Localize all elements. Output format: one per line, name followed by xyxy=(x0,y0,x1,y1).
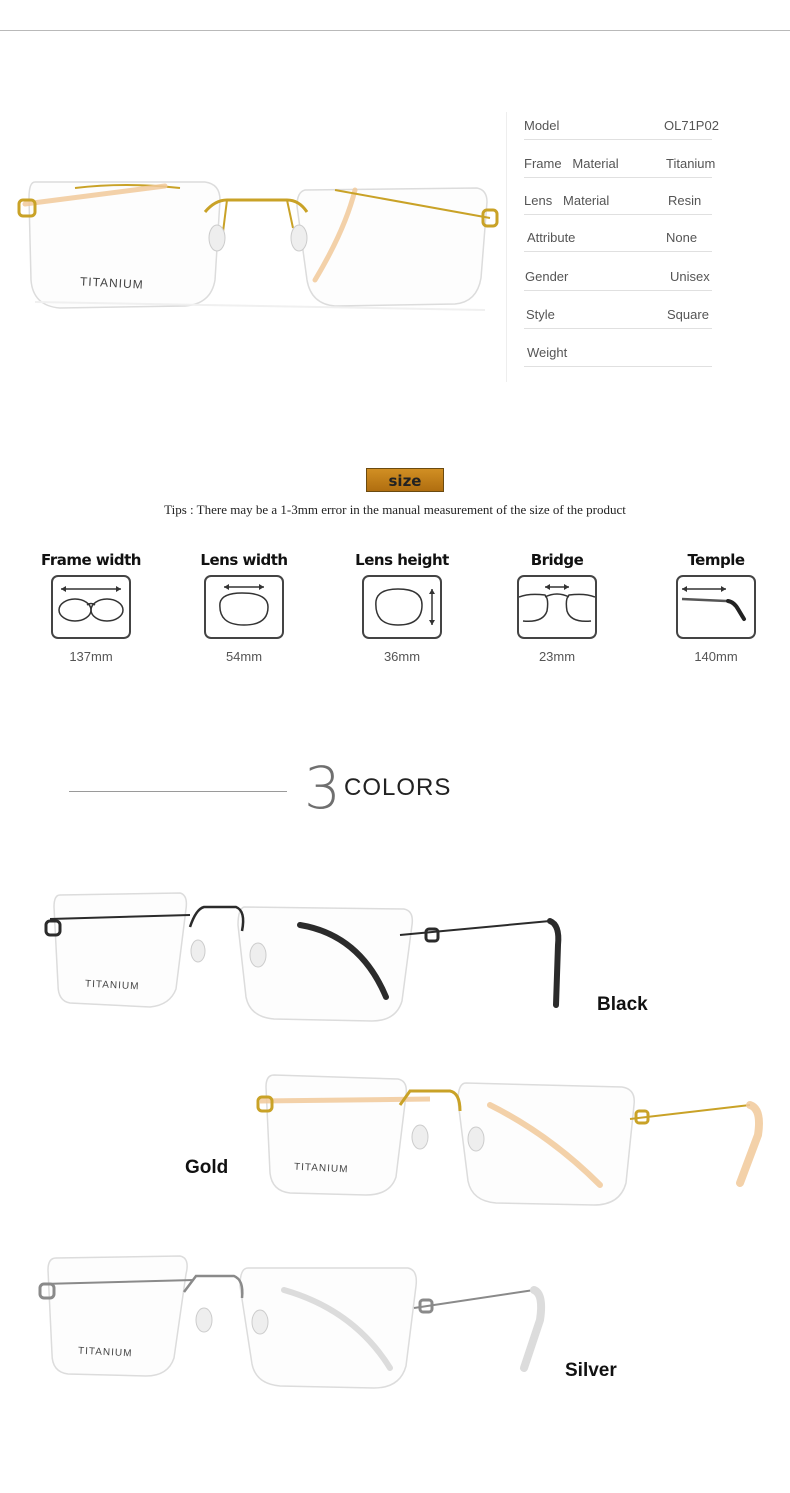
spec-divider xyxy=(506,112,507,382)
temple-icon xyxy=(676,575,756,639)
spec-value: Square xyxy=(667,307,709,322)
measure-lens-width xyxy=(174,551,314,664)
bridge-icon xyxy=(517,575,597,639)
spec-key: Gender xyxy=(525,269,569,284)
measure-title: Bridge xyxy=(530,551,584,569)
spec-row-style xyxy=(524,307,724,329)
measure-value: 54mm xyxy=(225,649,263,664)
spec-value: OL71P02 xyxy=(664,118,719,133)
spec-row-weight xyxy=(524,345,724,367)
silver-glasses-image xyxy=(34,1250,554,1400)
color-label-silver: Silver xyxy=(565,1360,617,1381)
size-badge: size xyxy=(366,468,444,492)
spec-row-lens-material xyxy=(524,193,724,215)
spec-key: Attribute xyxy=(527,230,576,245)
measure-value: 36mm xyxy=(383,649,421,664)
spec-row-attribute xyxy=(524,230,724,252)
measure-frame-width xyxy=(21,551,161,664)
spec-key: Style xyxy=(526,307,555,322)
measure-value: 23mm xyxy=(538,649,576,664)
top-divider xyxy=(0,30,790,31)
spec-value: Resin xyxy=(668,193,702,208)
measure-temple xyxy=(646,551,786,664)
lens-height-icon xyxy=(362,575,442,639)
spec-key: Frame Material xyxy=(524,156,619,171)
measure-title: Lens width xyxy=(200,551,288,569)
colors-count: 3 xyxy=(304,754,341,822)
lens-width-icon xyxy=(204,575,284,639)
measure-lens-height xyxy=(332,551,472,664)
spec-row-gender xyxy=(524,269,724,291)
color-label-gold: Gold xyxy=(185,1157,229,1178)
measure-title: Frame width xyxy=(41,551,141,569)
measure-title: Lens height xyxy=(355,551,449,569)
spec-key: Weight xyxy=(527,345,568,360)
lens-print-text: TITANIUM xyxy=(293,1161,349,1176)
color-label-black: Black xyxy=(597,994,648,1015)
measure-value: 137mm xyxy=(69,649,113,664)
size-tips-text: Tips : There may be a 1-3mm error in the manual measurement of the size of the product xyxy=(164,502,626,517)
spec-value: None xyxy=(666,230,698,245)
spec-value: Titanium xyxy=(666,156,716,171)
lens-print-text: TITANIUM xyxy=(84,978,140,993)
lens-print-text: TITANIUM xyxy=(79,274,145,292)
lens-print-text: TITANIUM xyxy=(77,1345,133,1360)
colors-divider xyxy=(69,791,287,792)
spec-row-frame-material xyxy=(524,156,724,178)
spec-value: Unisex xyxy=(670,269,710,284)
hero-glasses-image xyxy=(15,170,505,320)
gold-glasses-image xyxy=(250,1065,770,1215)
measure-bridge xyxy=(487,551,627,664)
black-glasses-image xyxy=(40,885,580,1035)
spec-key: Model xyxy=(524,118,560,133)
measure-value: 140mm xyxy=(694,649,738,664)
spec-row-model xyxy=(524,118,724,140)
spec-key: Lens Material xyxy=(524,193,610,208)
frame-width-icon xyxy=(51,575,131,639)
measure-title: Temple xyxy=(687,551,745,569)
colors-heading: COLORS xyxy=(344,774,452,801)
